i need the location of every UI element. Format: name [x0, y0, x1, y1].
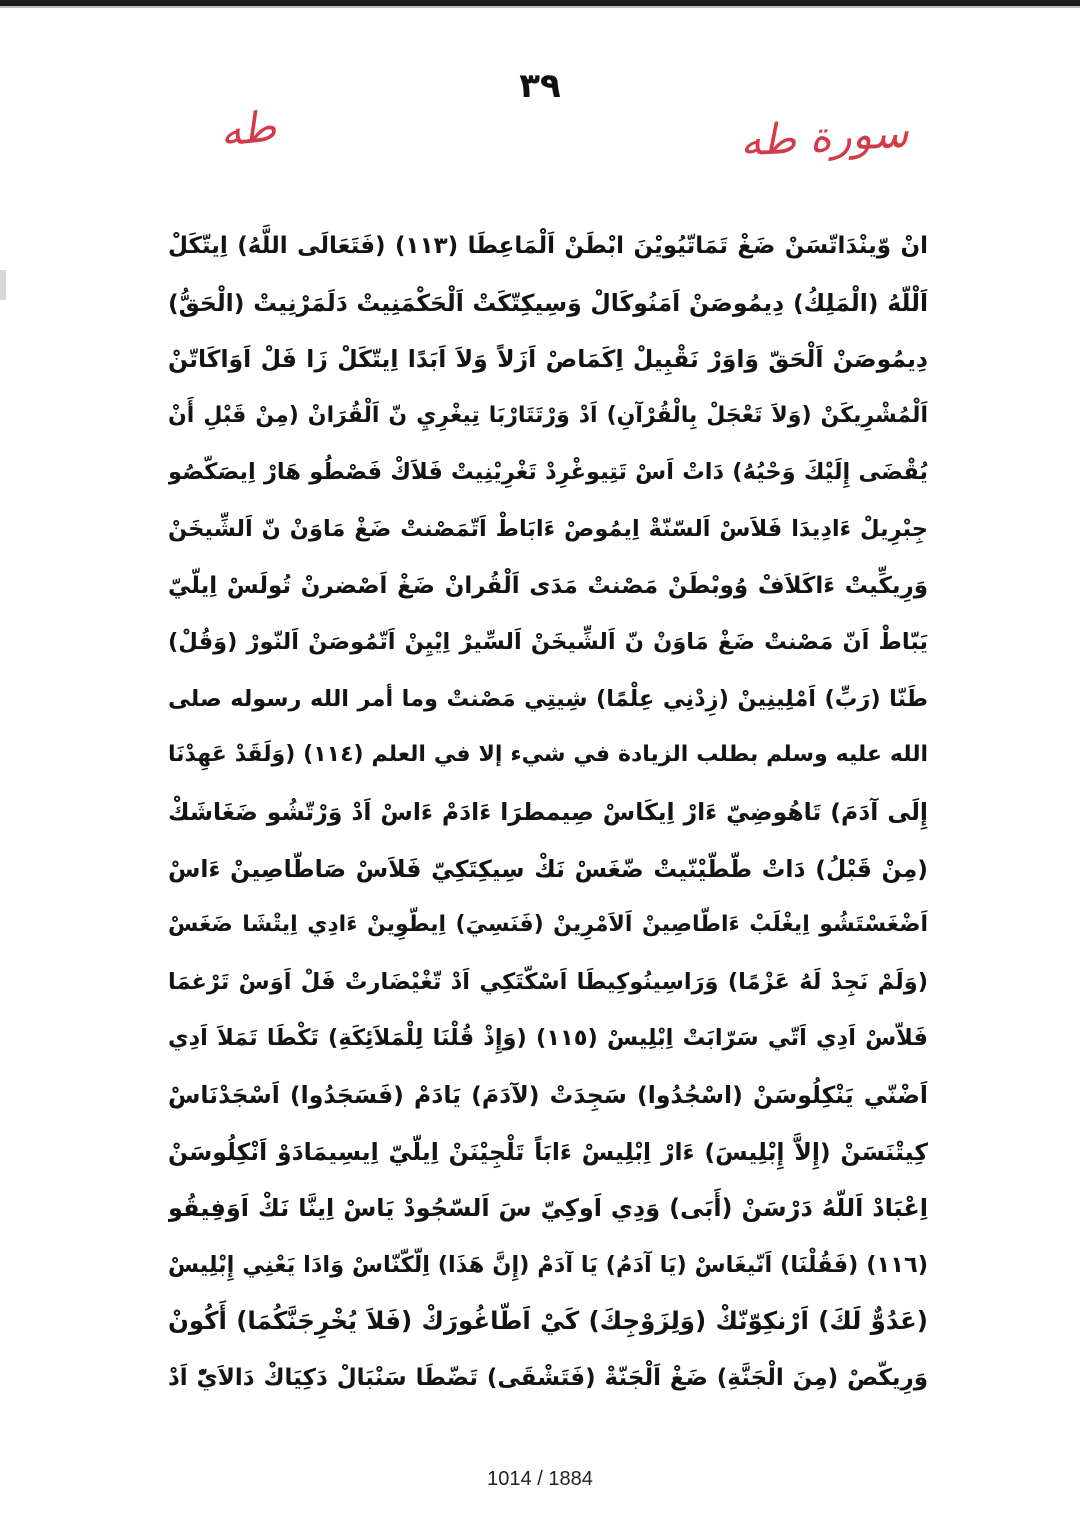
text-line-7: وَرِيكِّيتْ ءَاكَلاَفْ وُوبْطَنْ مَصْنتْ مَدَى اَلْقُرانْ ضَغْ اَصْضرنْ تُولَسْ اِيلّيّ — [168, 572, 928, 599]
text-line-12: (مِنْ قَبْلُ) دَاتْ طّطّيْنّيتْ ضّغَسْ نَكْ سِيكِتَكِيّ فَلاَسْ صَاطّاصِينْ ءَاسْ — [168, 854, 928, 883]
handwritten-note-left: طه — [217, 101, 279, 156]
page-number: ٣٩ — [519, 66, 561, 106]
text-line-9: طَنّا (رَبِّ) اَمْلِينِينْ (زِدْنِي عِلْمًا) شِيتِي مَصْنتْ وما أمر الله رسوله صلى — [168, 685, 928, 712]
text-line-2: اَلْلّهُ (الْمَلِكُ) دِيمُوصَنْ اَمَنُوكَالْ وَسِيكِتّكَتْ اَلْحَكْمَنِيتْ دَلَمَرْنِيتْ (الْحَقُّ) — [168, 288, 928, 317]
page-counter: 1014 / 1884 — [487, 1468, 593, 1490]
text-line-4: اَلْمُشْرِيكَنْ (وَلاَ تَعْجَلْ بِالْقُرْآنِ) اَدْ وَرْتَتَارْبَا تِيغْرِيِ نّ اَلْقُرَانْ (مِنْ قَبْلِ أَنْ — [168, 402, 928, 428]
text-line-21: وَرِيكّصْ (مِنَ الْجَنَّةِ) ضَغْ اَلْجَنّةْ (فَتَشْقَى) تَضّطَا سَنْبَالْ دَكِيَاكْ دَالاَيّْ اَدْ — [168, 1364, 928, 1391]
scan-left-edge-mark — [0, 270, 6, 300]
text-line-16: اَضْنّي يَنْكِلُوسَنْ (اسْجُدُوا) سَجِدَتْ (لآدَمَ) يَادَمْ (فَسَجَدُوا) اَسْجَدْنَاسْ — [168, 1080, 928, 1109]
text-line-18: اِعْبَادْ اَللّهُ دَرْسَنْ (أَبَى) وَدِي اَوكِيّ سَ اَلسّجُودْ يَاسْ اِينَّا نَكْ اَوَفِيقُو — [168, 1194, 928, 1223]
text-line-1: انْ وّينْدَاتّسَنْ ضَغْ تَمَاتّيُويْنَ ابْطَنْ اَلْمَاعِطَا (١١٣) (فَتَعَالَى اللَّهُ) اِيتّكَلْ — [168, 233, 928, 259]
text-line-15: فَلاّسْ اَدِي اَتّي سَرّابَتْ اِبْلِيسْ (١١٥) (وَإِذْ قُلْنَا لِلْمَلاَئِكَةِ) تَكْطَا تَمَلاَ اَدِي — [168, 1025, 928, 1052]
handwritten-note-right: سورة طه — [738, 107, 910, 166]
text-line-3: دِيمُوصَنْ اَلْحَقّ وَاوَرْ نَقْبِيلْ اِكَمَاصْ اَزَلاً وَلاَ اَبَدًا اِيتّكَلْ زَا فَلْ اَوَاكَاتّنْ — [168, 345, 928, 374]
text-line-17: كِيتْنَسَنْ (إِلاَّ إِبْلِيسَ) ءَارْ اِبْلِيسْ ءَابَاً تَلْجِيْنَنْ اِيلّيّ اِيسِيمَادَوْ اَنْكِلُوسَنْ — [168, 1137, 928, 1166]
text-line-5: يُقْضَى إِلَيْكَ وَحْيُهُ) دَاتْ اَسْ تَتِيوغْرِدْ تَغْرِيْنِيتْ فَلاَكْ فَصْطُو هَارْ اِيصَكّصُو — [168, 459, 928, 486]
text-line-10: الله عليه وسلم بطلب الزيادة في شيء إلا في العلم (١١٤) (وَلَقَدْ عَهِدْنَا — [168, 742, 928, 768]
text-block — [168, 218, 928, 1406]
text-line-6: جِبْرِيلْ ءَادِيدَا فَلاَسْ اَلسّنّةْ اِيمُوصْ ءَابَاطْ اَتّمَصْنتْ ضَغْ مَاوَنْ نّ اَلشِّيخَنْ — [168, 515, 928, 542]
text-line-19: (١١٦) (فَقُلْنَا) اَنّيغَاسْ (يَا آدَمُ) يَا آدَمْ (إِنَّ هَذَا) اِلّكّنّاسْ وَادَا يَعْنِي إِبْلِيسْ — [168, 1251, 928, 1278]
text-line-13: اَضْغَسْتَشُو اِيغْلَبْ ءَاطّاصِينْ اَلاَمْرِينْ (فَنَسِيَ) اِيطّوِينْ ءَادِي اِيتْشَا ضَغَسْ — [168, 912, 928, 938]
text-line-20: (عَدُوٌّ لَكَ) اَرْنكِوّنّكْ (وَلِزَوْجِكَ) كَيْ اَطّاغُورَكْ (فَلاَ يُخْرِجَنَّكُمَا) أَكُونْ — [168, 1306, 928, 1336]
text-line-11: إِلَى آدَمَ) تَاهُوضِيّ ءَارْ اِيكَاسْ صِيمطرَا ءَادَمْ ءَاسْ اَدْ وَرْتّشُو ضَغَاشَكْ — [168, 797, 928, 826]
text-line-14: (وَلَمْ نَجِدْ لَهُ عَزْمًا) وَرَاسِينُوكِيطَا اَسْكّتَكِي اَدْ تّغْيْضَارتْ فَلْ اَوَسْ تَرْغمَا — [168, 968, 928, 995]
scan-top-edge-shadow — [0, 6, 1080, 8]
text-line-8: يَبّاطْ اَنّ مَصْنتْ ضَغْ مَاوَنْ نّ اَلشِّيخَنْ اَلسِّيرْ اِيْيِنْ اَتّمُوصَنْ اَلنّورْ (وَقُلْ) — [168, 629, 928, 656]
